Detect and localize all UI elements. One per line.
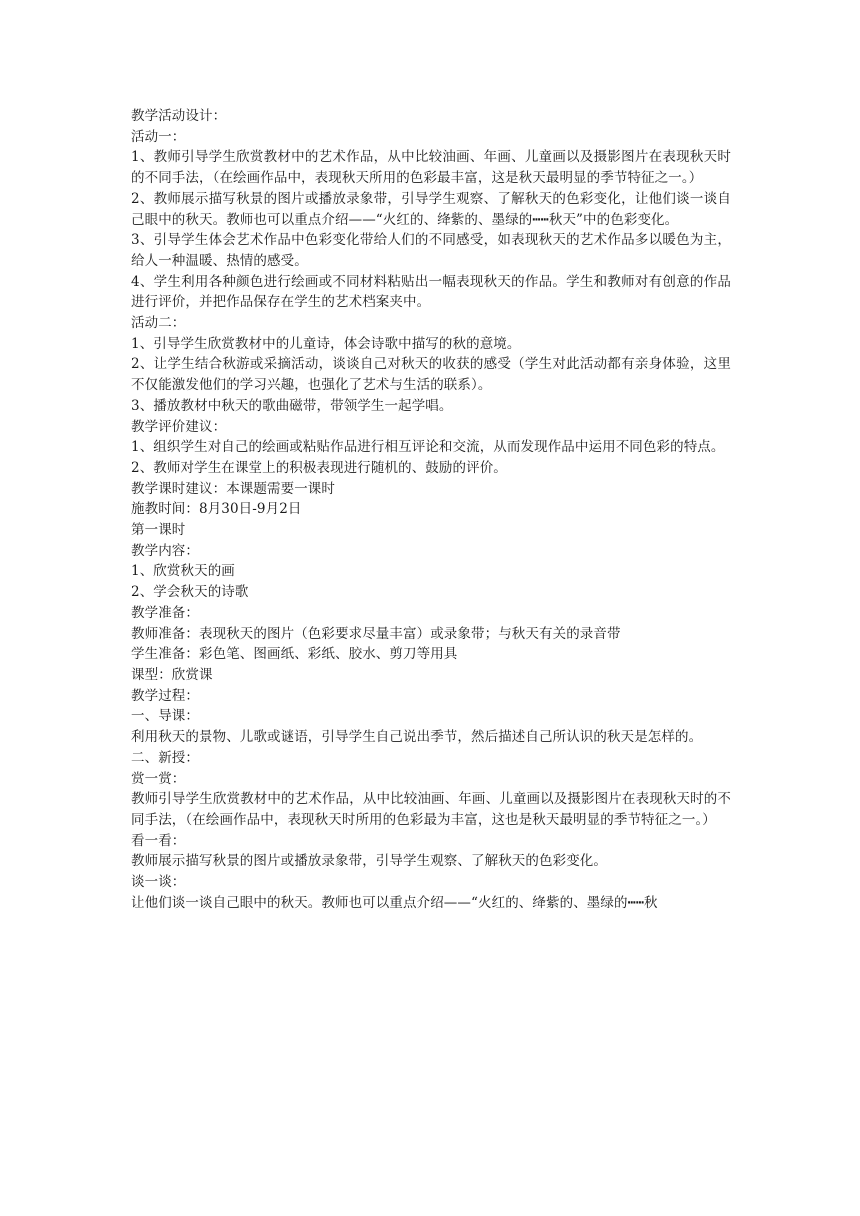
section-heading-activity-design: 教学活动设计： bbox=[131, 108, 227, 124]
paragraph-content-item-2: 2、学会秋天的诗歌 bbox=[131, 584, 249, 601]
document-body bbox=[131, 106, 731, 913]
paragraph-activity-one-item-3: 3、引导学生体会艺术作品中色彩变化带给人们的不同感受，如表现秋天的艺术作品多以暖色为主，给人一种温暖、热情的感受。 bbox=[131, 232, 731, 269]
paragraph-evaluation-item-1: 1、组织学生对自己的绘画或粘贴作品进行相互评论和交流，从而发现作品中运用不同色彩的特点。 bbox=[131, 439, 725, 456]
section-heading-content: 教学内容： bbox=[131, 542, 199, 559]
paragraph-activity-two-item-2: 2、让学生结合秋游或采摘活动，谈谈自己对秋天的收获的感受（学生对此活动都有亲身体验，这里不仅能激发他们的学习兴趣，也强化了艺术与生活的联系）。 bbox=[131, 356, 731, 394]
paragraph-talk: 让他们谈一谈自己眼中的秋天。教师也可以重点介绍——“火红的、绛紫的、墨绿的┅┅秋 bbox=[131, 894, 658, 911]
section-heading-introduction: 一、导课： bbox=[131, 708, 199, 725]
section-heading-appreciate: 赏一赏： bbox=[131, 770, 186, 787]
paragraph-introduction: 利用秋天的景物、儿歌或谜语，引导学生自己说出季节，然后描述自己所认识的秋天是怎样的。 bbox=[131, 729, 703, 746]
section-heading-first-lesson: 第一课时 bbox=[131, 522, 186, 539]
paragraph-class-hours: 教学课时建议：本课题需要一课时 bbox=[131, 480, 335, 497]
paragraph-activity-one-item-4: 4、学生利用各种颜色进行绘画或不同材料粘贴出一幅表现秋天的作品。学生和教师对有创意的作品进行评价，并把作品保存在学生的艺术档案夹中。 bbox=[131, 273, 731, 311]
section-heading-activity-two: 活动二： bbox=[131, 315, 186, 332]
paragraph-activity-two-item-3: 3、播放教材中秋天的歌曲磁带，带领学生一起学唱。 bbox=[131, 397, 453, 414]
section-heading-look: 看一看： bbox=[131, 832, 186, 849]
paragraph-student-preparation: 学生准备：彩色笔、图画纸、彩纸、胶水、剪刀等用具 bbox=[131, 646, 458, 663]
paragraph-appreciate: 教师引导学生欣赏教材中的艺术作品，从中比较油画、年画、儿童画以及摄影图片在表现秋天时的不同手法，（在绘画作品中，表现秋天时所用的色彩最为丰富，这也是秋天最明显的季节特征之一。） bbox=[131, 791, 731, 828]
paragraph-activity-one-item-2: 2、教师展示描写秋景的图片或播放录象带，引导学生观察、了解秋天的色彩变化，让他们谈一谈自己眼中的秋天。教师也可以重点介绍——“火红的、绛紫的、墨绿的┅┅秋天”中的色彩变化。 bbox=[131, 190, 731, 228]
section-heading-process: 教学过程： bbox=[131, 687, 199, 704]
paragraph-content-item-1: 1、欣赏秋天的画 bbox=[131, 563, 235, 580]
paragraph-look: 教师展示描写秋景的图片或播放录象带，引导学生观察、了解秋天的色彩变化。 bbox=[131, 853, 607, 870]
paragraph-teacher-preparation: 教师准备：表现秋天的图片（色彩要求尽量丰富）或录象带；与秋天有关的录音带 bbox=[131, 625, 621, 642]
paragraph-teaching-time: 施教时间：8月30日-9月2日 bbox=[131, 501, 302, 518]
section-heading-preparation: 教学准备： bbox=[131, 604, 199, 621]
section-heading-activity-one: 活动一： bbox=[131, 128, 186, 145]
paragraph-lesson-type: 课型：欣赏课 bbox=[131, 666, 213, 683]
section-heading-talk: 谈一谈： bbox=[131, 874, 186, 891]
paragraph-activity-one-item-1: 1、教师引导学生欣赏教材中的艺术作品，从中比较油画、年画、儿童画以及摄影图片在表现秋天时的不同手法，（在绘画作品中，表现秋天所用的色彩最丰富，这是秋天最明显的季节特征之一。） bbox=[131, 149, 731, 187]
section-heading-evaluation: 教学评价建议： bbox=[131, 418, 227, 435]
paragraph-activity-two-item-1: 1、引导学生欣赏教材中的儿童诗，体会诗歌中描写的秋的意境。 bbox=[131, 335, 521, 352]
paragraph-evaluation-item-2: 2、教师对学生在课堂上的积极表现进行随机的、鼓励的评价。 bbox=[131, 459, 507, 476]
section-heading-new-teaching: 二、新授： bbox=[131, 749, 199, 766]
